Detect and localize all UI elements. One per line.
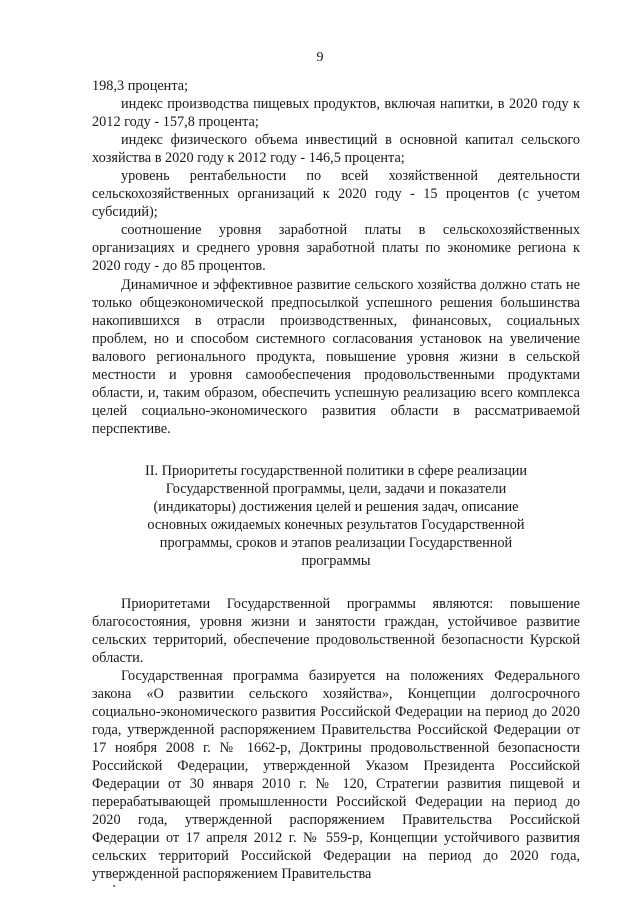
paragraph: индекс производства пищевых продуктов, включая напитки, в 2020 году к 2012 году - 157,8 процента;	[92, 96, 580, 130]
paragraph: Приоритетами Государственной программы являются: повышение благосостояния, уровня жизни и занятости граждан, устойчивое развитие сельских территорий, обеспечение продовольственной безопасности Курской области.	[92, 596, 580, 666]
paragraphs-bottom	[92, 595, 580, 883]
paragraph: Государственная программа базируется на положениях Федерального закона «О развитии сельского хозяйства», Концепции долгосрочного социально-экономического развития Российской Федерации на период до 2020 года, утвержденной распоряжением Правительства Российской Федерации от 17 ноября 2008 г. № 1662-р, Доктрины продовольственной безопасности Российской Федерации, утвержденной Указом Президента Российской Федерации от 30 января 2010 г. № 120, Стратегии развития пищевой и перерабатывающей промышленности Российской Федерации на период до 2020 года, утвержденной распоряжением Правительства Российской Федерации от 17 апреля 2012 г. № 559-р, Концепции устойчивого развития сельских территорий Российской Федерации на период до 2020 года, утвержденной распоряжением Правительства	[92, 668, 580, 882]
paragraph: 198,3 процента;	[92, 78, 189, 94]
paragraph: Динамичное и эффективное развитие сельского хозяйства должно стать не только общеэкономической предпосылкой успешного решения большинства накопившихся в отрасли производственных, финансовых, социальных проблем, но и способом системного согласования установок на увеличение валового регионального продукта, повышение уровня жизни в сельской местности и уровня самообеспечения продовольственными продуктами области, и, таким образом, обеспечить успешную реализацию всего комплекса целей социально-экономического развития области в рассматриваемой перспективе.	[92, 277, 580, 437]
section-heading-line: основных ожидаемых конечных результатов Государственной	[147, 517, 525, 533]
scan-artifact-dot	[113, 885, 115, 887]
paragraph: индекс физического объема инвестиций в основной капитал сельского хозяйства в 2020 году к 2012 году - 146,5 процента;	[92, 132, 580, 166]
section-heading	[106, 462, 566, 570]
section-heading-line: программы	[301, 553, 371, 569]
section-heading-line: (индикаторы) достижения целей и решения задач, описание	[153, 499, 519, 515]
paragraph: уровень рентабельности по всей хозяйственной деятельности сельскохозяйственных организаций к 2020 году - 15 процентов (с учетом субсидий);	[92, 168, 580, 220]
page-body	[92, 77, 580, 883]
section-heading-line: II. Приоритеты государственной политики в сфере реализации	[144, 463, 528, 479]
paragraphs-top	[92, 77, 580, 438]
section-heading-line: программы, сроков и этапов реализации Государственной	[159, 535, 513, 551]
page-number: 9	[316, 50, 324, 65]
paragraph: соотношение уровня заработной платы в сельскохозяйственных организациях и среднего уровня заработной платы по экономике региона к 2020 году - до 85 процентов.	[92, 222, 580, 274]
section-heading-line: Государственной программы, цели, задачи и показатели	[165, 481, 507, 497]
